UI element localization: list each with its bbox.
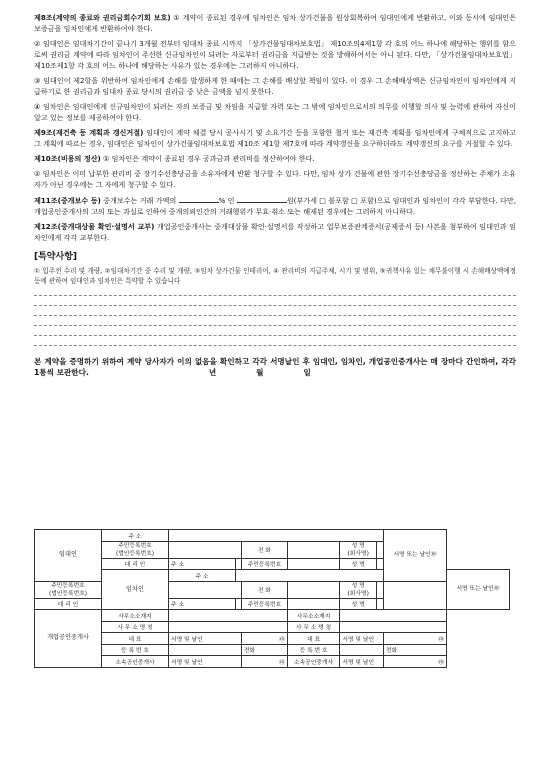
article-12-title: 제12조(중개대상물 확인·설명서 교부) xyxy=(34,222,155,231)
broker2-office-name-field[interactable] xyxy=(340,621,447,633)
broker1-office-name-field[interactable] xyxy=(169,621,288,633)
signature-table: 임대인 주 소 서명 또는 날인㊞ 주민등록번호 (법인등록번호) 전 화 성 명 (회사명) 대 리 인 주 소 주민등록번호 성 명 임차인 주 소 서명 또는 날인㊞ 주민등록번호 (법인등록번호) 전 화 성 명 (회사명) 대 리 인 주 소 주민등록번호 성 명 개업공인중개사 사무소소재지 사무소소재지 사 무 소 명 칭 사 무 소 명 칭 대 표 서명 및 날인 ㊞ 대 표 서명 및 날인 ㊞ 등 록 번 호 전화 등 록 번 호 전화 소속공인중개사 서명 및 날인 ㊞ 소속공인중개사 서명 및 날인 ㊞ xyxy=(34,529,510,668)
landlord-id-field[interactable] xyxy=(169,541,242,558)
article-8-para-2: ② 임대인은 임대차기간이 끝나기 3개월 전부터 임대차 종료 시까지 「상가건물임대차보호법」 제10조의4제1항 각 호의 어느 하나에 해당하는 행위를 함으로써 권리금 계약에 따라 임차인이 주선한 신규임차인이 되려는 자로부터 권리금을 지급받는 것을 방해하여서는 아니 된다. 다만, 「상가건물임대차보호법」 제10조제1항 각 호의 어느 하나에 해당하는 사유가 있는 경우에는 그러하지 아니하다. xyxy=(34,39,516,70)
article-10-para-2: ② 임차인은 이미 납부한 관리비 중 장기수선충당금을 소유자에게 반환 청구할 수 있다. 다만, 임차 상가 건물에 관한 장기수선충당금을 정산하는 주체가 소유자가 아닌 경우에는 그 자에게 청구할 수 있다. xyxy=(34,169,516,189)
article-8-para-1: 제8조(계약의 종료와 권리금회수기회 보호) ① 계약이 종료된 경우에 임차인은 임차 상가건물을 원상회복하여 임대인에게 반환하고, 이와 동시에 임대인은 보증금을 임차인에게 반환하여야 한다. xyxy=(34,13,517,33)
tenant-name-field[interactable] xyxy=(377,581,384,598)
landlord-phone-field[interactable] xyxy=(287,541,340,558)
contract-date[interactable]: 년 월 일 xyxy=(208,368,311,377)
fee-amount-blank[interactable] xyxy=(237,194,287,203)
broker1-regno-field[interactable] xyxy=(169,644,242,656)
landlord-agent-id-field[interactable] xyxy=(287,558,340,570)
special-line xyxy=(34,286,516,296)
contract-terms xyxy=(34,12,516,378)
landlord-label: 임대인 xyxy=(35,530,102,582)
article-9-title: 제9조(재건축 등 계획과 갱신거절) xyxy=(34,128,144,137)
landlord-name-field[interactable] xyxy=(377,541,384,558)
broker1-rep-field[interactable]: 서명 및 날인 xyxy=(169,633,242,645)
special-terms-title: [특약사항] xyxy=(34,252,78,262)
closing-statement: 본 계약을 증명하기 위하여 계약 당사자가 이의 없음을 확인하고 각각 서명날인 후 임대인, 임차인, 개업공인중개사는 매 장마다 간인하여, 각각 1통씩 보관한다. 년 월 일 xyxy=(34,357,516,377)
article-8-para-3: ③ 임대인이 제2항을 위반하여 임차인에게 손해를 발생하게 한 때에는 그 손해를 배상할 책임이 있다. 이 경우 그 손해배상액은 신규임차인이 임차인에게 지급하기로 한 권리금과 임대차 종료 당시의 권리금 중 낮은 금액을 넘지 못한다. xyxy=(34,76,516,96)
landlord-agent-name-field[interactable] xyxy=(377,558,384,570)
broker2-regno-field[interactable] xyxy=(340,644,384,656)
article-10-title: 제10조(비용의 정산) xyxy=(34,154,101,163)
article-12: 제12조(중개대상물 확인·설명서 교부) 개업공인중개사는 중개대상물 확인·설명서를 작성하고 업무보증관계증서(공제증서 등) 사본을 첨부하여 임대인과 임차인에게 각각 교부한다. xyxy=(34,222,516,242)
special-line xyxy=(34,326,516,336)
tenant-seal[interactable]: 서명 또는 날인㊞ xyxy=(447,570,510,610)
special-terms-text: ① 입주전 수리 및 개량, ②임대차기간 중 수리 및 개량, ③임차 상가건물 인테리어, ④ 관리비의 지급주체, 시기 및 범위, ⑤귀책사유 있는 채무불이행 시 손해배상액예정 등에 관하여 임대인과 임차인은 특약할 수 있습니다 xyxy=(34,267,516,285)
broker2-office-address-field[interactable] xyxy=(340,610,447,622)
special-line xyxy=(34,306,516,316)
special-line xyxy=(34,296,516,306)
broker1-office-address-field[interactable] xyxy=(169,610,288,622)
article-10-para-1: 제10조(비용의 정산) ① 임차인은 계약이 종료된 경우 공과금과 관리비를 정산하여야 한다. xyxy=(34,154,315,163)
tenant-address-field[interactable] xyxy=(236,570,447,582)
article-11: 제11조(중개보수 등) 중개보수는 거래 가액의 % 인 원(부가세 □ 불포함 □ 포함)으로 임대인과 임차인이 각각 부담한다. 다만, 개업공인중개사의 고의 또는 과실로 인하여 중개의뢰인간의 거래행위가 무효·취소 또는 해제된 경우에는 그러하지 아니하다. xyxy=(34,196,517,216)
tenant-label: 임차인 xyxy=(102,570,169,610)
broker2-affiliated-field[interactable]: 서명 및 날인 xyxy=(340,656,384,668)
broker2-rep-field[interactable]: 서명 및 날인 xyxy=(340,633,384,645)
article-8-title: 제8조(계약의 종료와 권리금회수기회 보호) xyxy=(34,13,171,22)
landlord-seal[interactable]: 서명 또는 날인㊞ xyxy=(384,530,447,582)
tenant-phone-field[interactable] xyxy=(287,581,340,598)
special-line xyxy=(34,336,516,346)
article-11-title: 제11조(중개보수 등) xyxy=(34,196,101,205)
landlord-address-field[interactable] xyxy=(169,530,384,542)
article-8-para-4: ④ 임차인은 임대인에게 신규임차인이 되려는 자의 보증금 및 차임을 지급할 자력 또는 그 밖에 임차인으로서의 의무를 이행할 의사 및 능력에 관하여 자신이 알고 있는 정보를 제공하여야 한다. xyxy=(34,102,516,122)
special-terms-lines[interactable] xyxy=(34,286,516,346)
broker1-affiliated-field[interactable]: 서명 및 날인 xyxy=(169,656,242,668)
tenant-agent-id-field[interactable] xyxy=(287,598,340,610)
broker-label: 개업공인중개사 xyxy=(35,610,102,668)
article-9: 제9조(재건축 등 계획과 갱신거절) 임대인이 계약 체결 당시 공사시기 및 소요기간 등을 포함한 철거 또는 재건축 계획을 임차인에게 구체적으로 고지하고 그 계획에 따르는 경우, 임대인은 임차인이 상가건물임대차보호법 제10조 제1항 제7호에 따라 계약갱신을 요구하더라도 계약갱신의 요구를 거절할 수 있다. xyxy=(34,128,517,148)
fee-rate-blank[interactable] xyxy=(179,194,219,203)
tenant-agent-name-field[interactable] xyxy=(377,598,384,610)
special-line xyxy=(34,316,516,326)
tenant-id-field[interactable] xyxy=(169,581,242,598)
